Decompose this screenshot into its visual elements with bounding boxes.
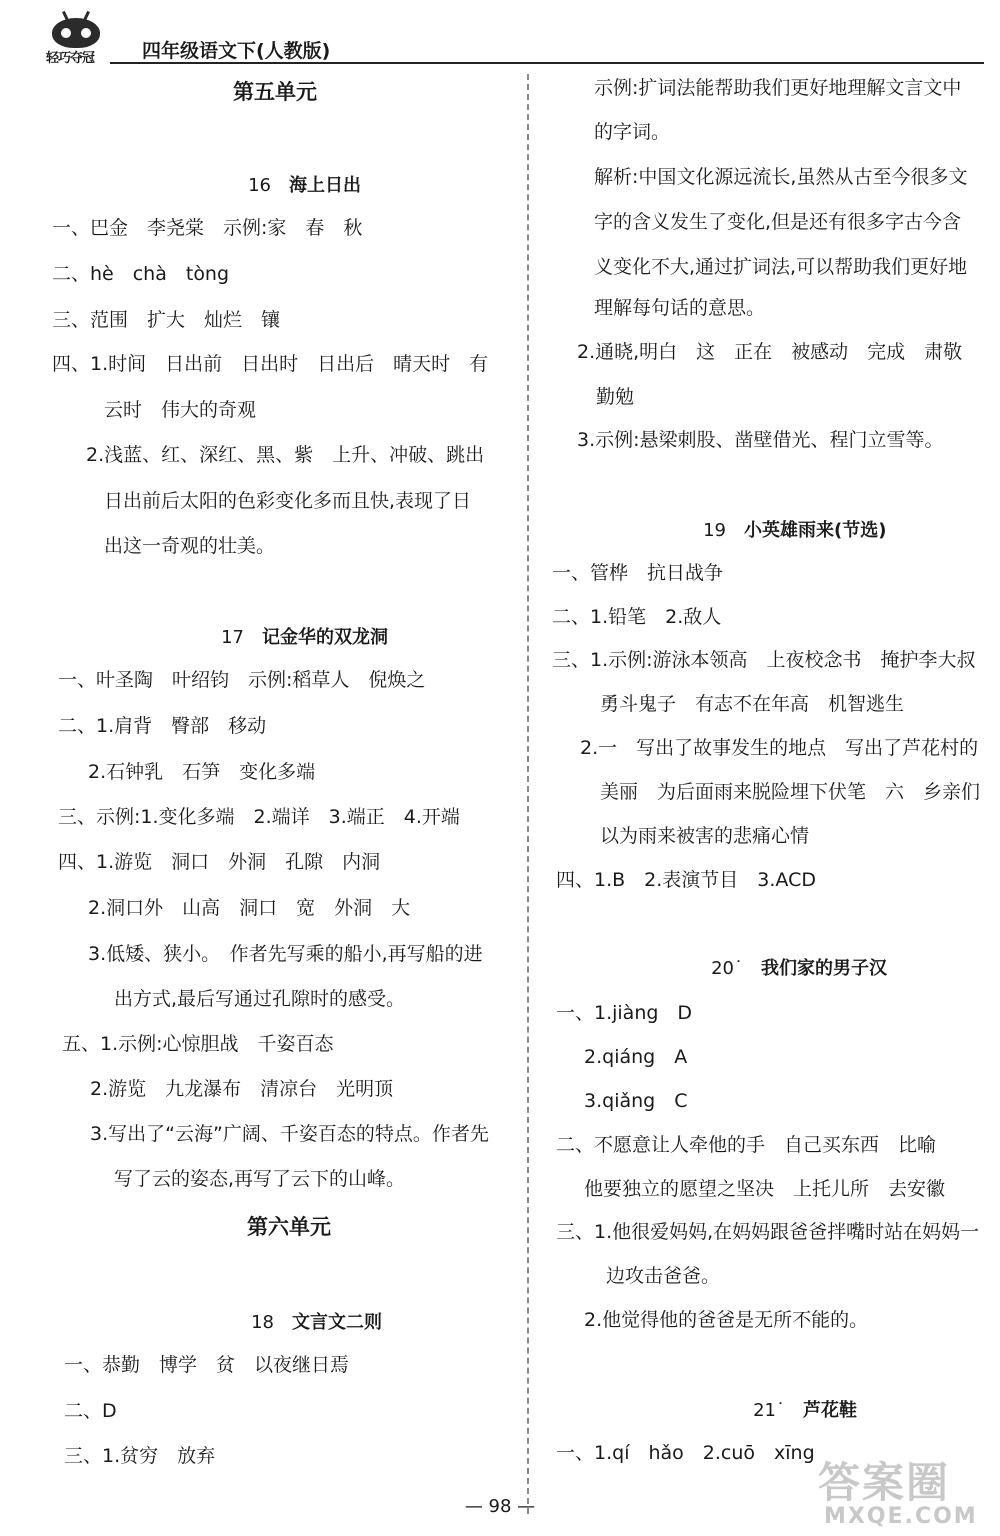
lesson-number: 18	[251, 1312, 274, 1333]
answer-line: 二、D	[64, 1400, 117, 1422]
answer-line: 2.一 写出了故事发生的地点 写出了芦花村的	[580, 737, 979, 759]
answer-line: 一、1.qí hǎo 2.cuō xīng	[556, 1442, 815, 1464]
answer-line: 出方式,最后写通过孔隙时的感受。	[114, 988, 406, 1010]
answer-line: 三、范围 扩大 灿烂 镶	[52, 309, 281, 331]
answer-line: 五、1.示例:心惊胆战 千姿百态	[62, 1033, 334, 1055]
answer-line: 二、1.肩背 臀部 移动	[58, 715, 267, 737]
lesson-number: 17	[221, 627, 244, 648]
answer-line: 出这一奇观的壮美。	[104, 535, 276, 557]
answer-line: 一、恭勤 博学 贫 以夜继日焉	[64, 1354, 350, 1376]
answer-line: 义变化不大,通过扩词法,可以帮助我们更好地	[594, 256, 968, 278]
answer-line: 理解每句话的意思。	[594, 297, 766, 319]
answer-line: 三、1.他很爱妈妈,在妈妈跟爸爸拌嘴时站在妈妈一	[556, 1221, 980, 1243]
answer-line: 他要独立的愿望之坚决 上托儿所 去安徽	[584, 1178, 946, 1200]
answer-line: 3.示例:悬梁刺股、凿壁借光、程门立雪等。	[577, 429, 944, 451]
lesson-title: 海上日出	[288, 175, 361, 196]
answer-line: 2.他觉得他的爸爸是无所不能的。	[584, 1309, 869, 1331]
logo-text: 轻巧夺冠	[46, 51, 95, 66]
logo-eye	[61, 28, 71, 38]
answer-line: 一、叶圣陶 叶绍钧 示例:稻草人 倪焕之	[58, 669, 426, 691]
answer-line: 2.浅蓝、红、深红、黑、紫 上升、冲破、跳出	[86, 444, 485, 466]
answer-line: 字的含义发生了变化,但是还有很多字古今含	[594, 211, 962, 233]
lesson-heading	[678, 495, 886, 567]
answer-line: 二、hè chà tòng	[52, 263, 230, 285]
answer-line: 勇斗鬼子 有志不在年高 机智逃生	[600, 693, 905, 715]
column-divider	[527, 74, 529, 1514]
logo-eye	[81, 28, 91, 38]
page-number: — 98 —	[464, 1496, 536, 1517]
answer-line: 2.洞口外 山高 洞口 宽 外洞 大	[88, 897, 411, 919]
lesson-heading	[686, 933, 887, 1005]
answer-line: 一、管桦 抗日战争	[552, 562, 724, 584]
answer-line: 二、1.铅笔 2.敌人	[552, 606, 722, 628]
answer-line: 三、示例:1.变化多端 2.端详 3.端正 4.开端	[58, 806, 460, 828]
answer-line: 2.通晓,明白 这 正在 被感动 完成 肃敬	[577, 341, 963, 363]
lesson-title: 小英雄雨来(节选)	[743, 520, 887, 541]
lesson-title: 记金华的双龙洞	[261, 627, 388, 648]
answer-line: 2.qiáng A	[584, 1046, 688, 1068]
answer-line: 日出前后太阳的色彩变化多而且快,表现了日	[104, 490, 472, 512]
lesson-title: 芦花鞋	[802, 1400, 857, 1421]
lesson-heading	[728, 1375, 857, 1447]
answer-line: 3.写出了“云海”广阔、千姿百态的特点。作者先	[90, 1123, 489, 1145]
answer-line: 一、巴金 李尧棠 示例:家 春 秋	[52, 217, 363, 239]
answer-line: 勤勉	[596, 386, 635, 408]
answer-line: 二、不愿意让人牵他的手 自己买东西 比喻	[556, 1134, 937, 1156]
answer-line: 的字词。	[594, 121, 671, 143]
lesson-number: 16	[248, 175, 271, 196]
lesson-title: 文言文二则	[291, 1312, 382, 1333]
answer-line: 四、1.游览 洞口 外洞 孔隙 内洞	[58, 851, 381, 873]
answer-line: 四、1.时间 日出前 日出时 日出后 晴天时 有	[52, 353, 489, 375]
unit-title: 第六单元	[247, 1215, 331, 1239]
page-header	[0, 0, 1000, 70]
answer-line: 一、1.jiàng D	[556, 1002, 693, 1024]
lesson-number: 21˙	[753, 1400, 785, 1421]
answer-line: 示例:扩词法能帮助我们更好地理解文言文中	[594, 77, 962, 99]
lesson-title: 我们家的男子汉	[760, 958, 887, 979]
answer-line: 美丽 为后面雨来脱险埋下伏笔 六 乡亲们	[600, 781, 981, 803]
answer-line: 解析:中国文化源远流长,虽然从古至今很多文	[594, 166, 968, 188]
answer-line: 2.游览 九龙瀑布 清凉台 光明顶	[90, 1078, 394, 1100]
answer-line: 三、1.示例:游泳本领高 上夜校念书 掩护李大叔	[552, 649, 976, 671]
lesson-number: 20˙	[711, 958, 743, 979]
unit-title: 第五单元	[233, 80, 317, 104]
answer-line: 2.石钟乳 石笋 变化多端	[88, 761, 316, 783]
lesson-heading	[223, 150, 361, 222]
lesson-heading	[226, 1287, 382, 1359]
logo-icon	[52, 18, 100, 48]
answer-line: 边攻击爸爸。	[606, 1265, 721, 1287]
lesson-heading	[196, 602, 388, 674]
answer-line: 四、1.B 2.表演节目 3.ACD	[556, 869, 816, 891]
watermark-logo: 答案圈	[818, 1458, 951, 1507]
book-title: 四年级语文下(人教版)	[142, 40, 331, 62]
header-rule	[110, 62, 984, 64]
answer-line: 3.qiǎng C	[584, 1090, 688, 1112]
watermark	[818, 1450, 996, 1532]
answer-line: 三、1.贫穷 放弃	[64, 1445, 216, 1467]
answer-line: 写了云的姿态,再写了云下的山峰。	[114, 1168, 406, 1190]
watermark-domain: MXQE.COM	[824, 1504, 978, 1529]
lesson-number: 19	[703, 520, 726, 541]
answer-line: 3.低矮、狭小。 作者先写乘的船小,再写船的进	[88, 943, 483, 965]
answer-line: 云时 伟大的奇观	[104, 399, 257, 421]
answer-line: 以为雨来被害的悲痛心情	[600, 825, 810, 847]
